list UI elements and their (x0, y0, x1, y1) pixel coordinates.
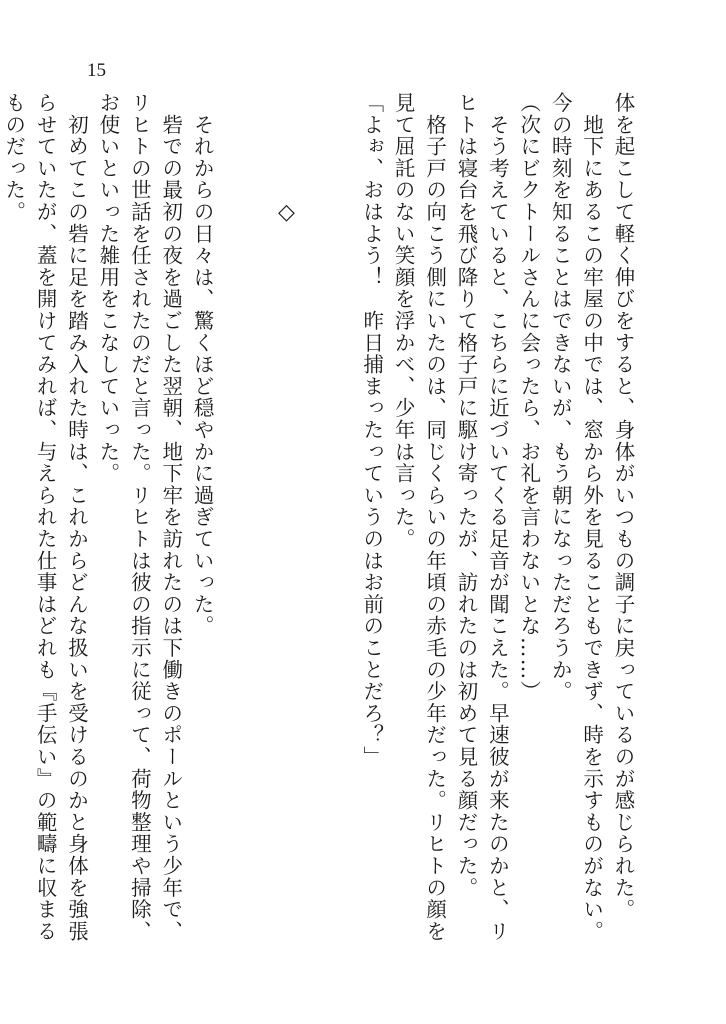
paragraph: （次にビクトールさんに会ったら、お礼を言わないとな……） (516, 92, 541, 703)
scene-separator-icon: ◇ (273, 200, 299, 227)
paragraph: 格子戸の向こう側にいたのは、同じくらいの年頃の赤毛の少年だった。リヒトの顔を見て屈託のない笑顔を浮かべ、少年は言った。 (391, 92, 447, 943)
page-number: 15 (87, 60, 106, 81)
paragraph: 体を起こして軽く伸びをすると、身体がいつもの調子に戻っているのが感じられた。 (611, 92, 635, 921)
paragraph: それからの日々は、驚くほど穏やかに過ぎていった。 (190, 92, 215, 637)
paragraph: 地下にあるこの牢屋の中では、窓から外を見ることもできず、時を示すものがない。今の時刻を知ることはできないが、もう朝になっただろうか。 (548, 92, 604, 943)
paragraph (324, 92, 355, 952)
paragraph: 砦での最初の夜を過ごした翌朝、地下牢を訪れたのは下働きのポールという少年で、リヒトの世話を任されたのだと言った。リヒトは彼の指示に従って、荷物整理や掃除、お使いといった雑用をこなしていった。 (95, 92, 183, 943)
paragraph: 「よぉ、おはよう！ 昨日捕まったっていうのはお前のことだろ？」 (359, 92, 384, 768)
paragraph (217, 92, 248, 952)
paragraph: 初めてこの砦に足を踏み入れた時は、これからどんな扱いを受けるのかと身体を強張らせていたが、蓋を開けてみれば、与えられた仕事はどれも『手伝い』の範疇に収まるものだった。 (1, 92, 89, 943)
vertical-text-body (1, 92, 638, 952)
paragraph: そう考えていると、こちらに近づいてくる足音が聞こえた。早速彼が来たのかと、リヒトは寝台を飛び降りて格子戸に駆け寄ったが、訪れたのは初めて見る顔だった。 (453, 92, 510, 943)
